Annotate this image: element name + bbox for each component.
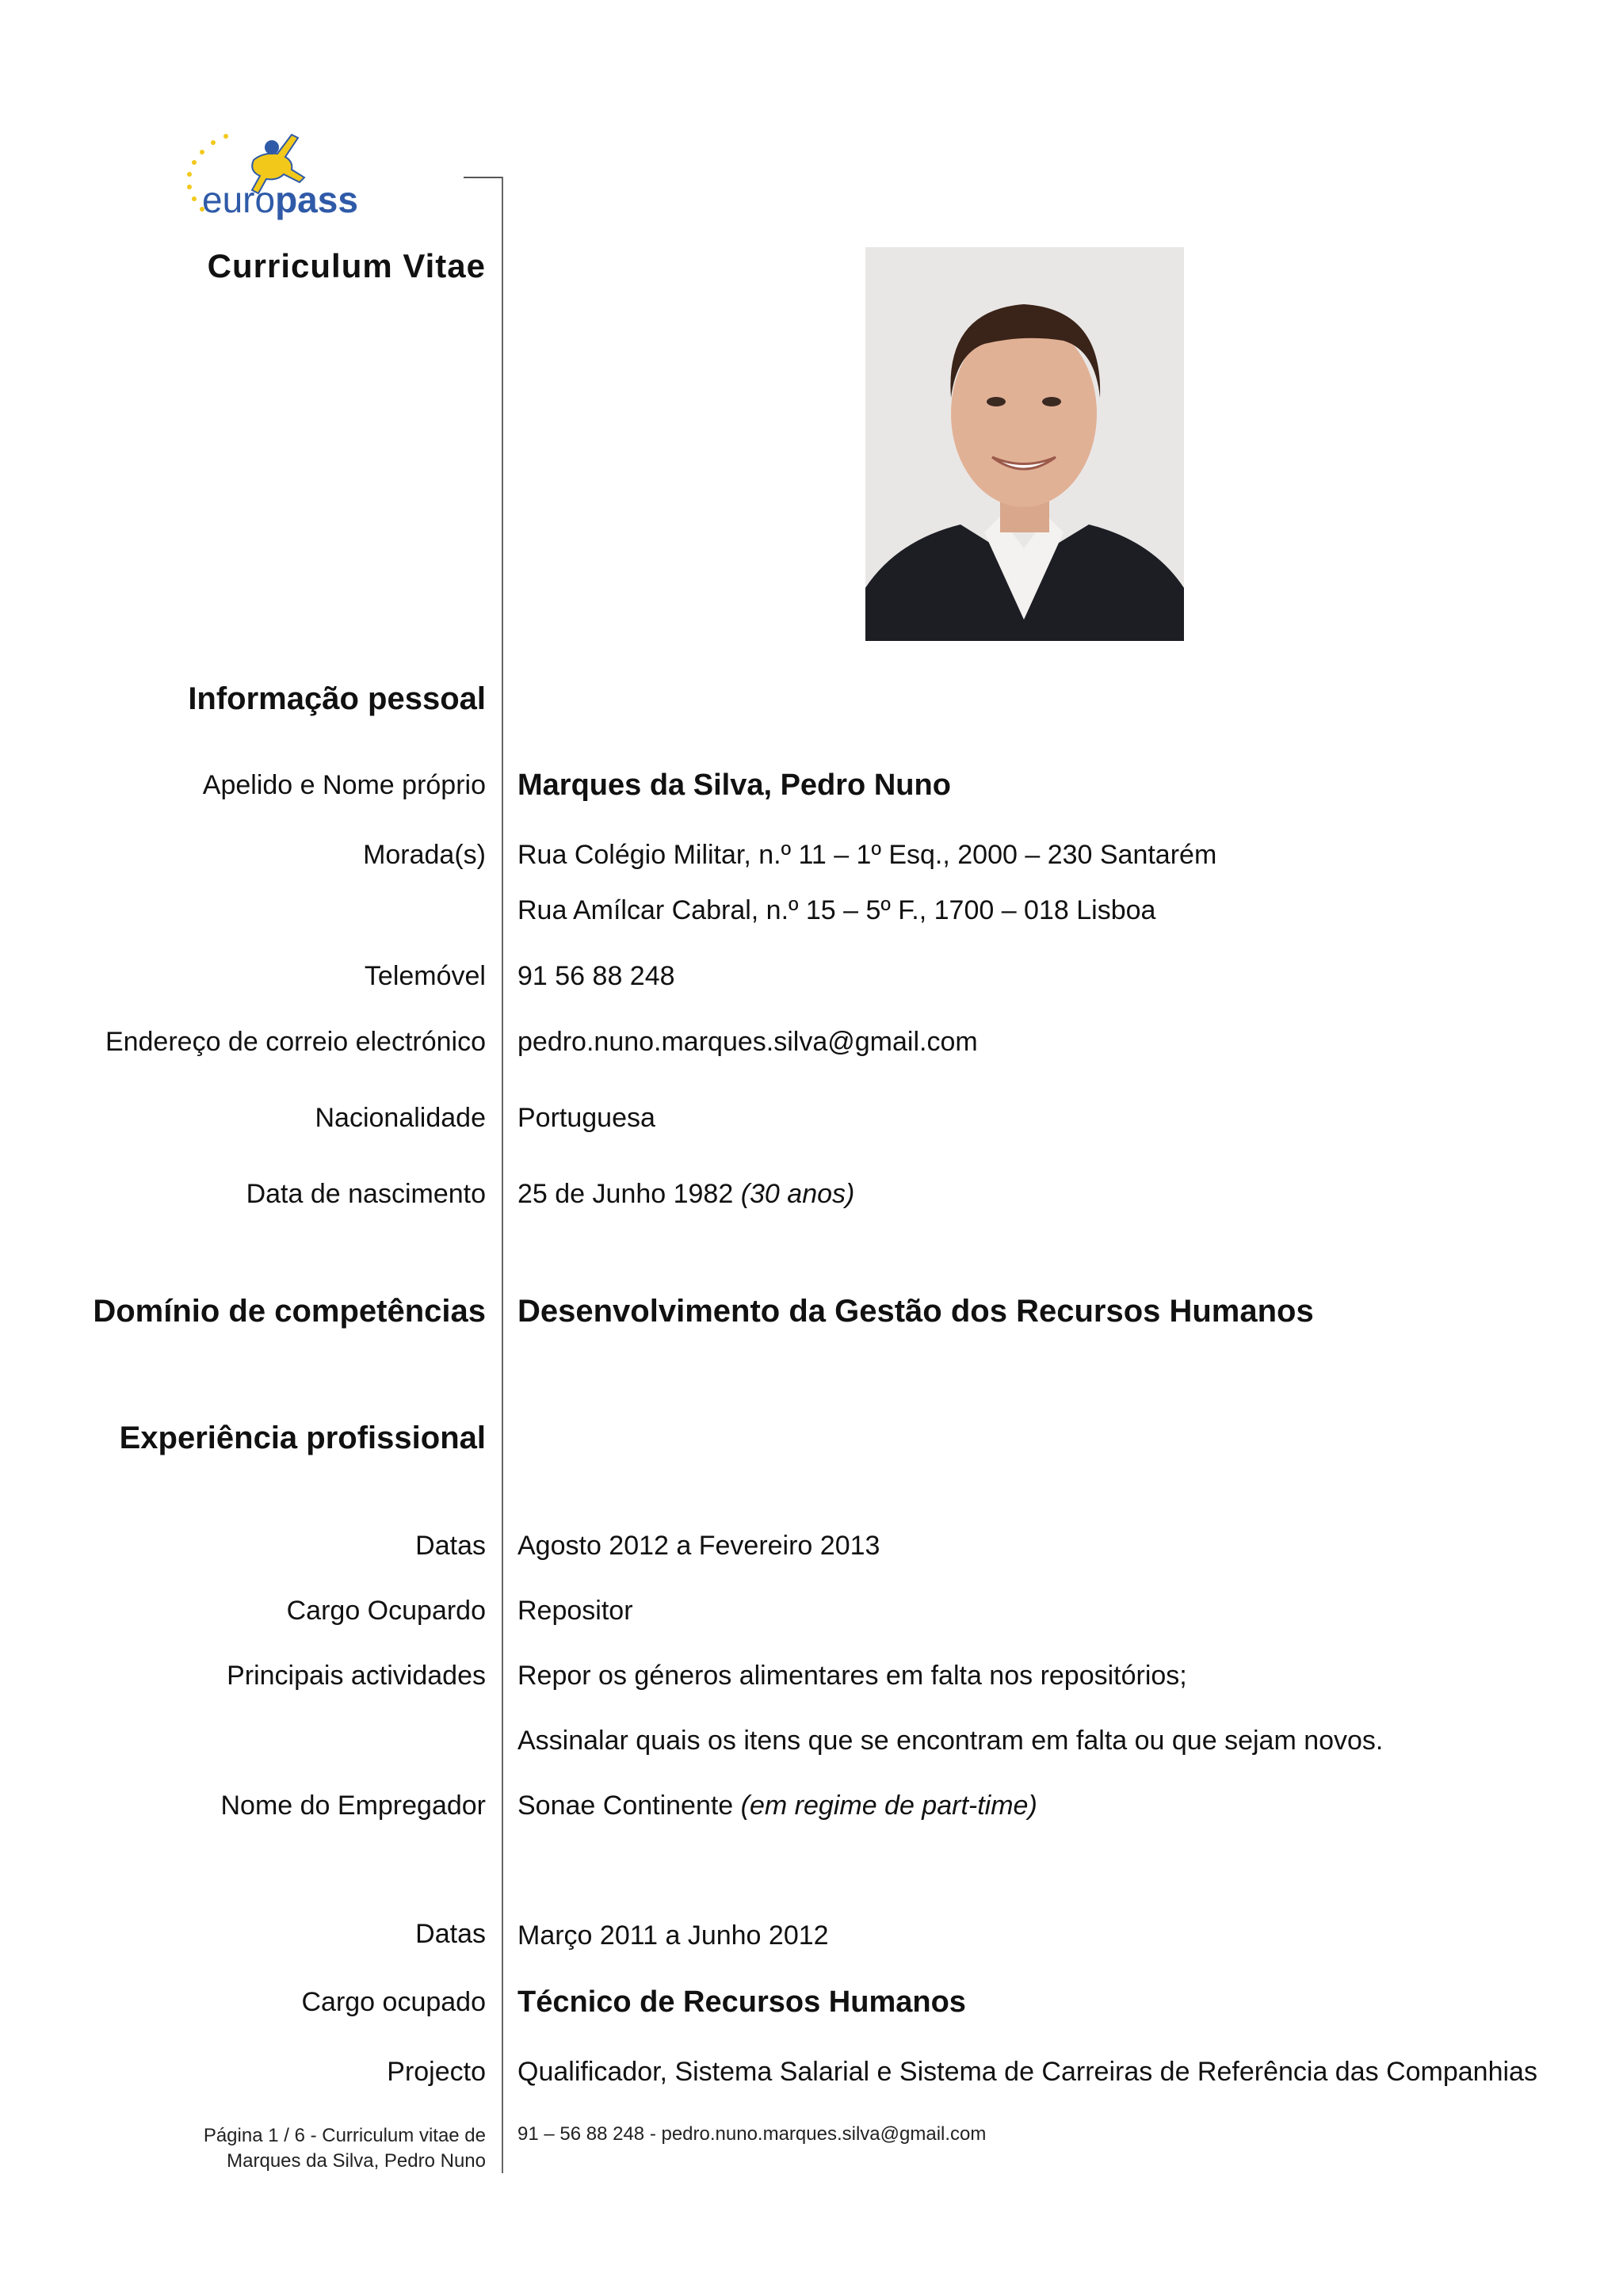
value-job1-position: Repositor — [517, 1596, 633, 1626]
value-job2-position: Técnico de Recursos Humanos — [517, 1985, 966, 2019]
value-job2-project: Qualificador, Sistema Salarial e Sistema de Carreiras de Referência das Companhias — [517, 2057, 1537, 2087]
page-title: Curriculum Vitae — [207, 247, 486, 284]
label-name: Apelido e Nome próprio — [202, 770, 486, 800]
label-birthdate: Data de nascimento — [246, 1179, 486, 1209]
value-nationality: Portuguesa — [517, 1103, 655, 1133]
value-name: Marques da Silva, Pedro Nuno — [517, 769, 951, 802]
birthdate-text: 25 de Junho 1982 — [517, 1179, 734, 1209]
value-job1-activity-1: Repor os géneros alimentares em falta nos repositórios; — [517, 1661, 1187, 1691]
label-job1-employer: Nome do Empregador — [220, 1791, 486, 1821]
section-heading-experience: Experiência profissional — [119, 1421, 486, 1455]
label-job2-dates: Datas — [415, 1919, 486, 1949]
label-job1-activities: Principais actividades — [227, 1661, 486, 1691]
section-heading-competencies: Domínio de competências — [93, 1294, 486, 1329]
footer-page-info — [204, 2123, 486, 2174]
profile-photo — [865, 247, 1184, 641]
person-photo-icon — [865, 247, 1184, 641]
value-address-1: Rua Colégio Militar, n.º 11 – 1º Esq., 2000 – 230 Santarém — [517, 840, 1217, 870]
europass-logo-icon — [178, 119, 369, 222]
value-phone: 91 56 88 248 — [517, 961, 675, 991]
label-phone: Telemóvel — [364, 961, 486, 991]
value-competencies: Desenvolvimento da Gestão dos Recursos Humanos — [517, 1294, 1314, 1329]
label-job1-dates: Datas — [415, 1531, 486, 1561]
label-address: Morada(s) — [363, 840, 486, 870]
logo-text-pass: pass — [275, 179, 358, 220]
logo-text-euro: euro — [202, 179, 276, 220]
divider-top — [464, 177, 503, 178]
label-job2-position: Cargo ocupado — [301, 1987, 486, 2017]
value-birthdate — [517, 1179, 854, 1210]
column-divider — [502, 177, 503, 2173]
employer-name: Sonae Continente — [517, 1791, 734, 1821]
value-job1-activity-2: Assinalar quais os itens que se encontram em falta ou que sejam novos. — [517, 1726, 1384, 1756]
employer-note: (em regime de part-time) — [740, 1791, 1037, 1821]
value-job1-employer — [517, 1791, 1037, 1821]
footer-left-line1: Página 1 / 6 - Curriculum vitae de — [203, 2125, 486, 2146]
birthdate-age: (30 anos) — [740, 1179, 855, 1209]
value-job1-dates: Agosto 2012 a Fevereiro 2013 — [517, 1531, 880, 1561]
label-email: Endereço de correio electrónico — [105, 1027, 486, 1057]
footer-contact: 91 – 56 88 248 - pedro.nuno.marques.silva@gmail.com — [517, 2123, 987, 2145]
label-job2-project: Projecto — [387, 2057, 486, 2087]
europass-logo — [178, 119, 369, 222]
value-job2-dates: Março 2011 a Junho 2012 — [517, 1920, 829, 1951]
value-email[interactable]: pedro.nuno.marques.silva@gmail.com — [517, 1027, 978, 1057]
label-job1-position: Cargo Ocupardo — [286, 1596, 486, 1626]
footer-left-line2: Marques da Silva, Pedro Nuno — [227, 2150, 486, 2172]
value-address-2: Rua Amílcar Cabral, n.º 15 – 5º F., 1700 – 018 Lisboa — [517, 895, 1156, 925]
label-nationality: Nacionalidade — [315, 1103, 486, 1133]
svg-text:europass — [202, 179, 358, 220]
section-heading-personal: Informação pessoal — [188, 681, 486, 716]
